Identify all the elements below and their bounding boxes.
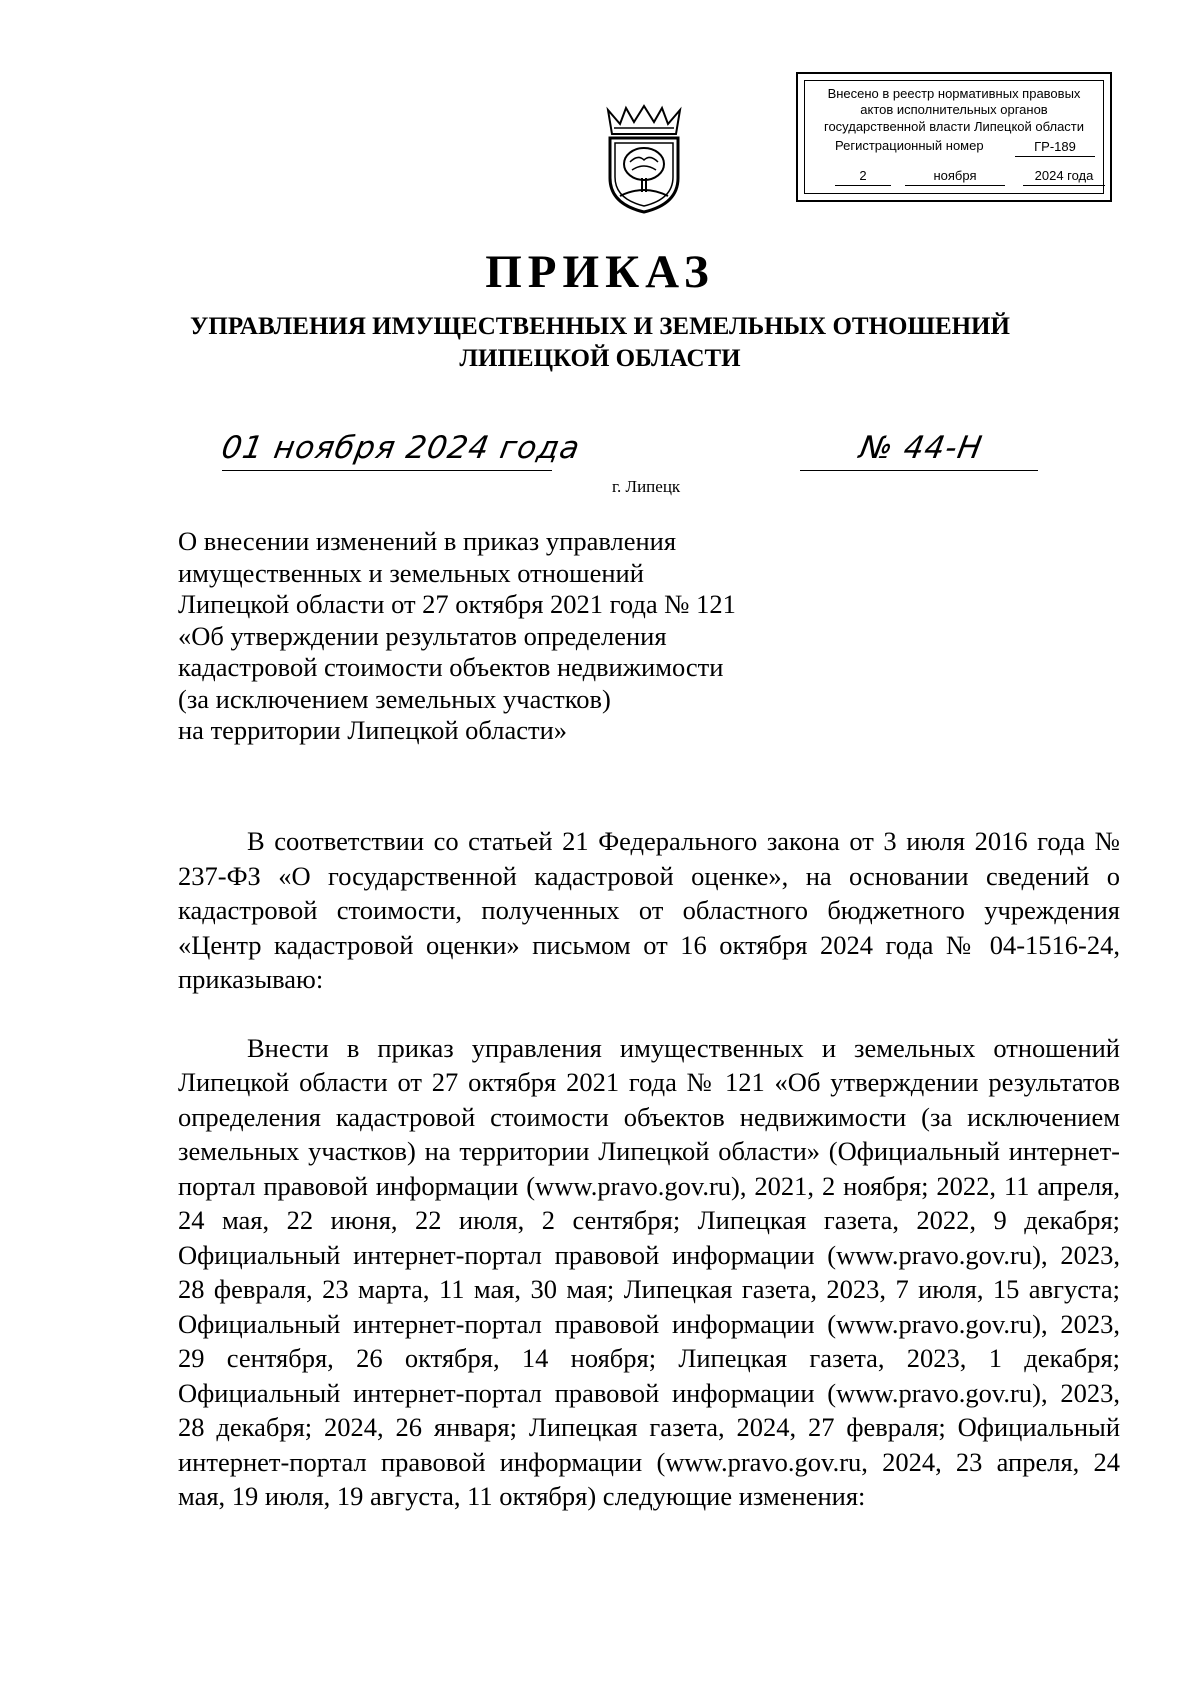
stamp-line-3: государственной власти Липецкой области <box>823 119 1085 134</box>
stamp-reg-label: Регистрационный номер <box>835 138 984 153</box>
stamp-month: ноября <box>905 167 1005 186</box>
subject-line: кадастровой стоимости объектов недвижимости <box>178 652 724 682</box>
stamp-reg-number: ГР-189 <box>1015 138 1095 157</box>
subject-line: «Об утверждении результатов определения <box>178 620 667 651</box>
document-subject <box>178 526 736 747</box>
body-paragraph-basis: В соответствии со статьей 21 Федерального закона от 3 июля 2016 года № 237-ФЗ «О государственной кадастровой оценке», на основании сведений о кадастровой стоимости, полученных от областного бюджетного учреждения «Центр кадастровой оценки» письмом от 16 октября 2024 года № 04-1516-24, приказываю: <box>178 826 1120 994</box>
subject-line: О внесении изменений в приказ управления <box>178 526 677 556</box>
handwritten-number: № 44-Н <box>856 430 986 466</box>
lipetsk-coat-of-arms-icon <box>598 104 690 216</box>
subject-line: (за исключением земельных участков) <box>178 683 611 714</box>
subject-line: Липецкой области от 27 октября 2021 года № 121 <box>178 589 736 619</box>
document-title: ПРИКАЗ <box>485 246 715 298</box>
subject-line: на территории Липецкой области» <box>178 715 568 745</box>
city-label: г. Липецк <box>612 477 681 496</box>
registry-stamp <box>796 72 1112 202</box>
stamp-frame <box>804 80 1104 194</box>
issuer-line-1: УПРАВЛЕНИЯ ИМУЩЕСТВЕННЫХ И ЗЕМЕЛЬНЫХ ОТНОШЕНИЙ <box>190 313 1010 340</box>
stamp-line-2: актов исполнительных органов <box>860 102 1048 117</box>
stamp-year: 2024 года <box>1023 167 1105 186</box>
stamp-line-1: Внесено в реестр нормативных правовых <box>827 86 1081 101</box>
body-paragraph-order: Внести в приказ управления имущественных и земельных отношений Липецкой области от 27 октября 2021 года № 121 «Об утверждении результатов определения кадастровой стоимости объектов недвижимости (за исключением земельных участков) на территории Липецкой области» (Официальный интернет-портал правовой информации (www.pravo.gov.ru), 2021, 2 ноября; 2022, 11 апреля, 24 мая, 22 июня, 22 июля, 2 сентября; Липецкая газета, 2022, 9 декабря; Официальный интернет-портал правовой информации (www.pravo.gov.ru), 2023, 28 февраля, 23 марта, 11 мая, 30 мая; Липецкая газета, 2023, 7 июля, 15 августа; Официальный интернет-портал правовой информации (www.pravo.gov.ru), 2023, 29 сентября, 26 октября, 14 ноября; Липецкая газета, 2023, 1 декабря; Официальный интернет-портал правовой информации (www.pravo.gov.ru), 2023, 28 декабря; 2024, 26 января; Липецкая газета, 2024, 27 февраля; Официальный интернет-портал правовой информации (www.pravo.gov.ru, 2024, 23 апреля, 24 мая, 19 июля, 19 августа, 11 октября) следующие изменения: <box>178 1032 1120 1511</box>
stamp-day: 2 <box>835 167 891 186</box>
date-underline <box>222 470 552 471</box>
subject-line: имущественных и земельных отношений <box>178 557 644 588</box>
number-underline <box>800 470 1038 471</box>
document-body <box>178 824 1120 1514</box>
issuer-line-2: ЛИПЕЦКОЙ ОБЛАСТИ <box>459 345 741 372</box>
handwritten-date: 01 ноября 2024 года <box>218 430 584 466</box>
